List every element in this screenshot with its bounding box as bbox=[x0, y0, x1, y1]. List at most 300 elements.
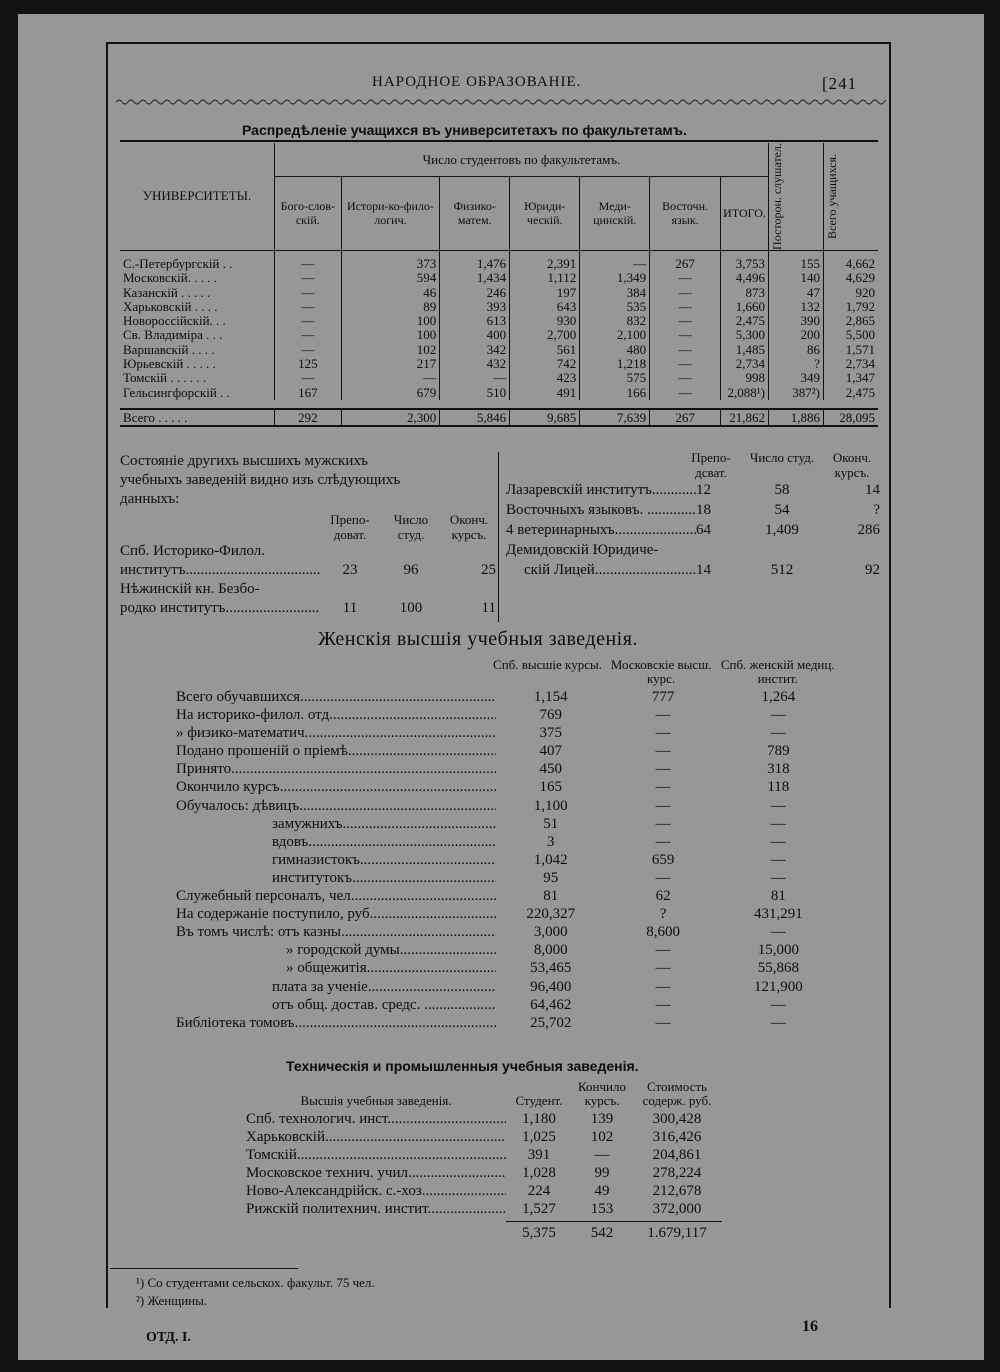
value-moscow-courses: — bbox=[655, 761, 671, 778]
table-row bbox=[120, 357, 878, 371]
value-medical-inst: — bbox=[770, 851, 786, 868]
table-row bbox=[120, 386, 878, 400]
grad-value: 286 bbox=[857, 522, 880, 538]
university-table bbox=[120, 143, 878, 427]
other-right-table bbox=[506, 450, 886, 580]
institution-name: скій Лицей bbox=[524, 562, 595, 578]
row-label: » физико-математич. bbox=[176, 725, 309, 742]
cell-value: 4,662 bbox=[824, 250, 879, 271]
list-item bbox=[246, 1146, 766, 1164]
cell-value: 3,753 bbox=[721, 250, 769, 271]
col-header-6: ИТОГО. bbox=[721, 177, 769, 251]
list-item bbox=[506, 560, 886, 580]
graduates-value: 102 bbox=[590, 1129, 614, 1145]
footnote-1: ¹) Со студентами сельскох. факульт. 75 чел. bbox=[136, 1275, 375, 1290]
total-value: 28,095 bbox=[824, 409, 879, 426]
value-medical-inst: — bbox=[770, 815, 786, 832]
footer-page-number: 16 bbox=[802, 1318, 818, 1335]
list-item bbox=[176, 996, 836, 1014]
list-item bbox=[176, 815, 836, 833]
value-medical-inst: 789 bbox=[767, 743, 790, 760]
cell-value: 197 bbox=[510, 286, 580, 300]
col-header-4: Меди-цинскій. bbox=[580, 177, 650, 251]
table-row bbox=[120, 300, 878, 314]
tech-title: Техническія и промышленныя учебныя заведенія. bbox=[286, 1058, 639, 1074]
footnote-2: ²) Женщины. bbox=[136, 1293, 208, 1308]
value-moscow-courses: — bbox=[655, 960, 671, 977]
cell-value: 535 bbox=[580, 300, 650, 314]
value-spb-courses: 95 bbox=[543, 869, 559, 886]
cell-value: 432 bbox=[440, 357, 510, 371]
other-right-header bbox=[506, 450, 886, 480]
column-header: Московскіе высш. курс. bbox=[610, 657, 712, 686]
institution-name: Спб. Историко-Филол. bbox=[120, 543, 265, 559]
women-table bbox=[176, 658, 836, 1032]
university-name: Казанскій . . . . . bbox=[123, 284, 211, 300]
cell-value: 423 bbox=[510, 371, 580, 385]
grad-value: ? bbox=[873, 502, 880, 518]
row-label: » городской думы bbox=[286, 942, 400, 959]
value-spb-courses: 450 bbox=[539, 761, 562, 778]
value-medical-inst: 1,264 bbox=[761, 689, 796, 705]
col-header-2: Физико-матем. bbox=[440, 177, 510, 251]
value-medical-inst: — bbox=[770, 797, 786, 814]
value-moscow-courses: — bbox=[655, 978, 671, 995]
list-item bbox=[176, 905, 836, 923]
value-medical-inst: — bbox=[770, 725, 786, 742]
list-item bbox=[176, 978, 836, 996]
value-moscow-courses: — bbox=[655, 743, 671, 760]
value-spb-courses: 81 bbox=[543, 888, 559, 905]
cell-value: — bbox=[650, 357, 721, 371]
cell-value: 100 bbox=[341, 328, 440, 342]
university-name: Варшавскій . . . . bbox=[123, 341, 215, 357]
table-row bbox=[120, 343, 878, 357]
list-item bbox=[246, 1200, 766, 1218]
institution-name: Лазаревскій институтъ. bbox=[506, 482, 656, 498]
cell-value: 400 bbox=[440, 328, 510, 342]
graduates-value: 49 bbox=[594, 1183, 610, 1199]
cell-value: 920 bbox=[824, 286, 879, 300]
value-spb-courses: 769 bbox=[539, 707, 562, 724]
row-label: отъ общ. достав. средс. . bbox=[272, 996, 428, 1013]
value-medical-inst: — bbox=[770, 924, 786, 941]
footnote-rule bbox=[110, 1268, 298, 1269]
cell-value: — bbox=[650, 271, 721, 285]
cell-value: 2,088¹) bbox=[721, 386, 769, 400]
col-header-5: Восточн. язык. bbox=[650, 177, 721, 251]
row-label: На историко-филол. отд. bbox=[176, 707, 333, 724]
teachers-value: 12 bbox=[696, 482, 711, 498]
row-label: плата за ученіе bbox=[272, 978, 368, 995]
cost-value: 212,678 bbox=[652, 1183, 702, 1199]
value-medical-inst: 15,000 bbox=[757, 942, 799, 959]
cost-value: 372,000 bbox=[652, 1201, 702, 1217]
students-value: 100 bbox=[399, 600, 423, 616]
teachers-value: 14 bbox=[696, 562, 711, 578]
cell-value: 384 bbox=[580, 286, 650, 300]
students-value: 1,409 bbox=[765, 522, 799, 538]
value-medical-inst: 431,291 bbox=[753, 906, 803, 923]
tech-total-row bbox=[246, 1221, 766, 1242]
students-value: 512 bbox=[770, 562, 794, 578]
wavy-rule bbox=[116, 98, 886, 106]
cell-value: 132 bbox=[769, 300, 824, 314]
total-value: 5,846 bbox=[440, 409, 510, 426]
total-students: 5,375 bbox=[522, 1225, 556, 1241]
cell-value: — bbox=[275, 250, 342, 271]
value-moscow-courses: — bbox=[655, 1014, 671, 1031]
column-header: Препо-доват. bbox=[330, 512, 370, 542]
students-value: 224 bbox=[527, 1183, 551, 1199]
cell-value: 166 bbox=[580, 386, 650, 400]
value-moscow-courses: ? bbox=[659, 906, 667, 923]
column-header: Спб. женскій медиц. инстит. bbox=[720, 657, 835, 686]
row-label: институтокъ bbox=[272, 869, 353, 886]
value-moscow-courses: — bbox=[655, 942, 671, 959]
cell-value: — bbox=[650, 386, 721, 400]
total-label: Всего . . . . . bbox=[120, 409, 275, 426]
cell-value: 2,734 bbox=[721, 357, 769, 371]
list-item bbox=[246, 1110, 766, 1128]
university-name: Юрьевскій . . . . . bbox=[123, 356, 216, 372]
table-row bbox=[120, 271, 878, 285]
cell-value: 167 bbox=[275, 386, 342, 400]
value-spb-courses: 220,327 bbox=[526, 906, 576, 923]
list-item bbox=[120, 542, 496, 580]
column-header: Спб. высшіе курсы. bbox=[493, 657, 602, 672]
cell-value: — bbox=[341, 371, 440, 385]
table-row bbox=[120, 314, 878, 328]
cell-value: 4,629 bbox=[824, 271, 879, 285]
column-header: Кончило курсъ. bbox=[578, 1079, 626, 1108]
students-value: 391 bbox=[527, 1147, 551, 1163]
cell-value: 4,496 bbox=[721, 271, 769, 285]
students-value: 1,527 bbox=[522, 1201, 556, 1217]
cell-value: 47 bbox=[769, 286, 824, 300]
table-row bbox=[120, 328, 878, 342]
list-item bbox=[176, 797, 836, 815]
institution-name: Спб. технологич. инст. bbox=[246, 1111, 392, 1127]
row-label: Въ томъ числѣ: отъ казны bbox=[176, 924, 341, 941]
cell-value: 102 bbox=[341, 343, 440, 357]
footer-section: ОТД. I. bbox=[146, 1330, 191, 1345]
cell-value: 2,865 bbox=[824, 314, 879, 328]
value-medical-inst: 318 bbox=[767, 761, 790, 778]
total-value: 267 bbox=[650, 409, 721, 426]
students-value: 1,180 bbox=[522, 1111, 556, 1127]
teachers-value: 23 bbox=[342, 562, 358, 578]
cost-value: 300,428 bbox=[652, 1111, 702, 1127]
value-spb-courses: 1,154 bbox=[533, 689, 568, 705]
value-medical-inst: 118 bbox=[767, 779, 790, 796]
university-name: Московскій. . . . . bbox=[123, 270, 217, 286]
value-spb-courses: 8,000 bbox=[533, 942, 568, 959]
university-name: Св. Владиміра . . . bbox=[123, 327, 223, 343]
cell-value: — bbox=[275, 328, 342, 342]
university-name: Харьковскій . . . . bbox=[123, 298, 218, 314]
table-row bbox=[120, 250, 878, 271]
cell-value: 200 bbox=[769, 328, 824, 342]
tech-header bbox=[246, 1080, 766, 1108]
cell-value: 742 bbox=[510, 357, 580, 371]
cell-value: 1,112 bbox=[510, 271, 580, 285]
list-item bbox=[176, 887, 836, 905]
cost-value: 204,861 bbox=[652, 1147, 702, 1163]
value-moscow-courses: 777 bbox=[651, 689, 675, 705]
students-value: 96 bbox=[403, 562, 419, 578]
list-item bbox=[246, 1164, 766, 1182]
institution-name: Рижскій политехнич. инстит. bbox=[246, 1201, 432, 1217]
graduates-value: 99 bbox=[594, 1165, 610, 1181]
row-label: Служебный персоналъ, чел. bbox=[176, 888, 355, 905]
teachers-value: 11 bbox=[342, 600, 358, 616]
row-label: Подано прошеній о пріемѣ bbox=[176, 743, 348, 760]
value-moscow-courses: 659 bbox=[651, 851, 675, 868]
cell-value: 217 bbox=[341, 357, 440, 371]
column-header: Препо-дсват. bbox=[691, 450, 731, 480]
value-spb-courses: 3 bbox=[546, 833, 555, 850]
col-universities: УНИВЕРСИТЕТЫ. bbox=[120, 143, 275, 250]
running-header-title: НАРОДНОЕ ОБРАЗОВАНІЕ. bbox=[372, 74, 582, 90]
row-label: Окончило курсъ bbox=[176, 779, 280, 796]
cell-value: 1,660 bbox=[721, 300, 769, 314]
value-medical-inst: — bbox=[770, 707, 786, 724]
group-header: Число студентовъ по факультетамъ. bbox=[275, 143, 769, 177]
total-value: 7,639 bbox=[580, 409, 650, 426]
cell-value: — bbox=[275, 286, 342, 300]
value-spb-courses: 1,042 bbox=[533, 851, 568, 868]
other-left-header bbox=[120, 512, 496, 542]
cell-value: 2,475 bbox=[721, 314, 769, 328]
cell-value: 373 bbox=[341, 250, 440, 271]
cell-value: 1,476 bbox=[440, 250, 510, 271]
list-item bbox=[176, 869, 836, 887]
value-medical-inst: — bbox=[770, 833, 786, 850]
total-value: 21,862 bbox=[721, 409, 769, 426]
page-content bbox=[106, 42, 891, 1352]
list-item bbox=[120, 580, 496, 618]
cell-value: 155 bbox=[769, 250, 824, 271]
cell-value: 390 bbox=[769, 314, 824, 328]
students-value: 1,025 bbox=[522, 1129, 556, 1145]
value-medical-inst: 121,900 bbox=[753, 978, 803, 995]
univ-table-title: Распредѣленіе учащихся въ университетахъ по факультетамъ. bbox=[242, 122, 687, 138]
list-item bbox=[176, 724, 836, 742]
cell-value: — bbox=[650, 371, 721, 385]
women-title: Женскія высшія учебныя заведенія. bbox=[318, 628, 638, 650]
scanned-page bbox=[18, 14, 984, 1360]
other-left-table bbox=[120, 512, 496, 618]
value-medical-inst: — bbox=[770, 869, 786, 886]
institution-name: Московское технич. учил. bbox=[246, 1165, 412, 1181]
institution-name-cont: институтъ bbox=[120, 562, 186, 578]
cell-value: — bbox=[440, 371, 510, 385]
cell-value: 491 bbox=[510, 386, 580, 400]
column-header: Число студ. bbox=[749, 450, 815, 465]
cell-value: 86 bbox=[769, 343, 824, 357]
list-item bbox=[176, 706, 836, 724]
column-header: Стоимость содерж. руб. bbox=[642, 1079, 712, 1108]
cell-value: ? bbox=[769, 357, 824, 371]
teachers-value: 64 bbox=[696, 522, 711, 538]
cell-value: 510 bbox=[440, 386, 510, 400]
grad-value: 14 bbox=[865, 482, 880, 498]
value-moscow-courses: — bbox=[655, 725, 671, 742]
cell-value: 2,734 bbox=[824, 357, 879, 371]
cell-value: 349 bbox=[769, 371, 824, 385]
value-moscow-courses: — bbox=[655, 815, 671, 832]
value-moscow-courses: — bbox=[655, 833, 671, 850]
total-value: 1,886 bbox=[769, 409, 824, 426]
university-name: Томскій . . . . . . bbox=[123, 370, 207, 386]
value-moscow-courses: — bbox=[655, 707, 671, 724]
grad-value: 11 bbox=[481, 600, 496, 616]
total-cost: 1.679,117 bbox=[647, 1225, 707, 1241]
cell-value: 100 bbox=[341, 314, 440, 328]
value-moscow-courses: — bbox=[655, 869, 671, 886]
value-spb-courses: 375 bbox=[539, 725, 562, 742]
institution-name: Ново-Александрійск. с.-хоз. bbox=[246, 1183, 426, 1199]
col-header-0: Бого-слов-скій. bbox=[275, 177, 342, 251]
cell-value: 393 bbox=[440, 300, 510, 314]
grad-value: 92 bbox=[865, 562, 880, 578]
women-header bbox=[176, 658, 836, 686]
cell-value: — bbox=[275, 271, 342, 285]
total-row bbox=[120, 409, 878, 426]
value-spb-courses: 407 bbox=[539, 743, 562, 760]
students-value: 58 bbox=[774, 482, 790, 498]
column-header: Оконч. курсъ. bbox=[449, 512, 489, 542]
institution-name-cont: родко институтъ bbox=[120, 600, 226, 616]
institution-name: Томскій bbox=[246, 1147, 297, 1163]
cell-value: — bbox=[275, 314, 342, 328]
column-header: Высшія учебныя заведенія. bbox=[300, 1093, 452, 1108]
institution-name: 4 ветеринарныхъ bbox=[506, 522, 615, 538]
value-spb-courses: 165 bbox=[539, 779, 562, 796]
graduates-value: 153 bbox=[590, 1201, 614, 1217]
value-spb-courses: 1,100 bbox=[533, 797, 568, 814]
cell-value: 1,349 bbox=[580, 271, 650, 285]
cell-value: 246 bbox=[440, 286, 510, 300]
table-row bbox=[120, 286, 878, 300]
row-label: Обучалось: дѣвицъ bbox=[176, 797, 300, 814]
row-label: Всего обучавшихся bbox=[176, 689, 301, 705]
cell-value: 930 bbox=[510, 314, 580, 328]
cell-value: — bbox=[275, 300, 342, 314]
cell-value: 643 bbox=[510, 300, 580, 314]
cell-value: 46 bbox=[341, 286, 440, 300]
graduates-value: — bbox=[594, 1147, 610, 1163]
cell-value: 1,434 bbox=[440, 271, 510, 285]
institution-name: Нѣжинскій кн. Безбо- bbox=[120, 581, 260, 597]
table-top-rule bbox=[120, 140, 878, 142]
column-header: Число студ. bbox=[393, 512, 429, 542]
institution-name: Восточныхъ языковъ. . bbox=[506, 502, 651, 518]
list-item bbox=[506, 500, 886, 520]
total-value: 2,300 bbox=[341, 409, 440, 426]
cell-value: 5,500 bbox=[824, 328, 879, 342]
value-medical-inst: — bbox=[770, 996, 786, 1013]
col-total: Всего учащихся. bbox=[824, 143, 879, 250]
cell-value: — bbox=[650, 286, 721, 300]
list-item bbox=[176, 1014, 836, 1032]
cell-value: 2,475 bbox=[824, 386, 879, 400]
tech-table bbox=[246, 1080, 766, 1242]
value-spb-courses: 96,400 bbox=[530, 978, 572, 995]
column-divider bbox=[498, 452, 499, 622]
cell-value: 2,700 bbox=[510, 328, 580, 342]
cell-value: 125 bbox=[275, 357, 342, 371]
cell-value: 1,347 bbox=[824, 371, 879, 385]
list-item bbox=[506, 520, 886, 540]
column-header: Оконч. курсъ. bbox=[832, 450, 872, 480]
cell-value: 140 bbox=[769, 271, 824, 285]
cell-value: 594 bbox=[341, 271, 440, 285]
cell-value: — bbox=[275, 371, 342, 385]
list-item bbox=[176, 941, 836, 959]
cell-value: 1,218 bbox=[580, 357, 650, 371]
list-item bbox=[506, 480, 886, 500]
row-label: гимназистокъ bbox=[272, 851, 360, 868]
cell-value: — bbox=[650, 300, 721, 314]
cell-value: 561 bbox=[510, 343, 580, 357]
value-moscow-courses: — bbox=[655, 996, 671, 1013]
page-number-header: [241 bbox=[822, 74, 858, 93]
value-moscow-courses: 8,600 bbox=[646, 924, 680, 941]
cell-value: — bbox=[580, 250, 650, 271]
cell-value: 342 bbox=[440, 343, 510, 357]
cell-value: — bbox=[650, 328, 721, 342]
value-spb-courses: 53,465 bbox=[530, 960, 572, 977]
list-item bbox=[176, 742, 836, 760]
cost-value: 278,224 bbox=[652, 1165, 702, 1181]
cell-value: 679 bbox=[341, 386, 440, 400]
university-name: Новороссійскій. . . bbox=[123, 313, 226, 329]
cell-value: 1,792 bbox=[824, 300, 879, 314]
value-moscow-courses: — bbox=[655, 779, 671, 796]
cell-value: 998 bbox=[721, 371, 769, 385]
column-header: Студент. bbox=[515, 1093, 563, 1108]
cell-value: 480 bbox=[580, 343, 650, 357]
value-spb-courses: 51 bbox=[543, 815, 559, 832]
cell-value: 387²) bbox=[769, 386, 824, 400]
value-spb-courses: 25,702 bbox=[530, 1014, 572, 1031]
cell-value: 1,571 bbox=[824, 343, 879, 357]
value-spb-courses: 64,462 bbox=[530, 996, 572, 1013]
value-moscow-courses: 62 bbox=[655, 888, 671, 905]
list-item bbox=[176, 688, 836, 706]
grad-value: 25 bbox=[481, 562, 496, 578]
col-outside: Посторон. слушател. bbox=[769, 143, 824, 250]
cell-value: 267 bbox=[650, 250, 721, 271]
institution-name: Харьковскій bbox=[246, 1129, 325, 1145]
value-medical-inst: 81 bbox=[770, 888, 786, 905]
list-item bbox=[176, 851, 836, 869]
row-label: замужнихъ bbox=[272, 815, 343, 832]
teachers-value: 18 bbox=[696, 502, 711, 518]
cost-value: 316,426 bbox=[652, 1129, 702, 1145]
list-item bbox=[176, 778, 836, 796]
value-moscow-courses: — bbox=[655, 797, 671, 814]
list-item bbox=[176, 833, 836, 851]
total-value: 9,685 bbox=[510, 409, 580, 426]
list-item bbox=[176, 923, 836, 941]
students-value: 1,028 bbox=[522, 1165, 556, 1181]
other-intro: Состояніе другихъ высшихъ мужскихъ учебныхъ заведеній видно изъ слѣдующихъ данныхъ: bbox=[120, 453, 401, 507]
value-medical-inst: 55,868 bbox=[757, 960, 799, 977]
university-name: Гельсингфорскій . . bbox=[123, 384, 230, 400]
